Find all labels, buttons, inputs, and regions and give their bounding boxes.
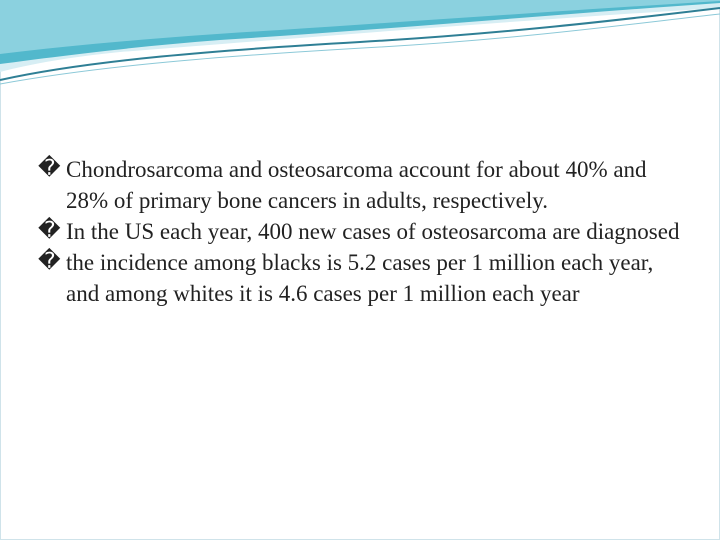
- replacement-char-icon: �: [38, 156, 61, 181]
- bullet-item: [38, 154, 688, 216]
- bullet-item: [38, 247, 688, 309]
- replacement-char-icon: �: [38, 249, 61, 274]
- replacement-char-icon: �: [38, 218, 61, 243]
- bullet-text: In the US each year, 400 new cases of osteosarcoma are diagnosed: [66, 219, 680, 244]
- content-area: [38, 154, 688, 309]
- bullet-text: Chondrosarcoma and osteosarcoma account for about 40% and 28% of primary bone cancers in adults, respectively.: [66, 157, 647, 213]
- bullet-text: the incidence among blacks is 5.2 cases per 1 million each year, and among whites it is 4.6 cases per 1 million each year: [66, 250, 654, 306]
- bullet-item: [38, 216, 688, 247]
- header-wave-decoration: [0, 0, 720, 90]
